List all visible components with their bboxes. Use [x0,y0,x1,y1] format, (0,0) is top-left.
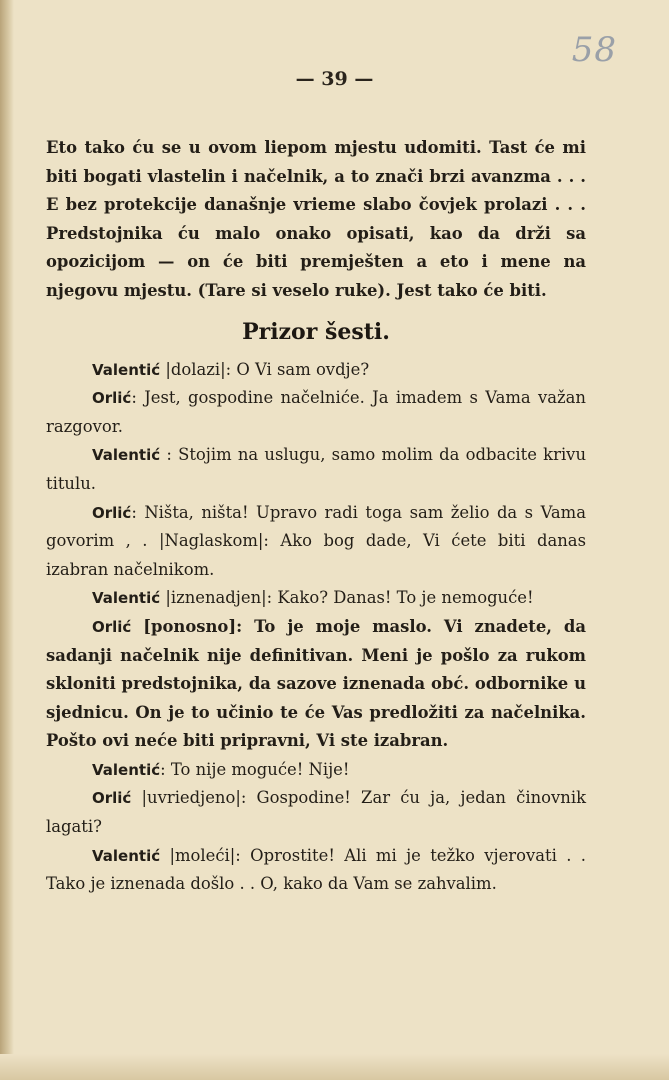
speaker-name: Valentić [92,846,161,865]
stage-direction: |dolazi| [165,359,226,379]
dialogue-line-9 [46,842,586,899]
page-spine [0,0,14,1080]
dialogue-text: : O Vi sam ovdje? [225,359,370,379]
handwritten-page-mark: 58 [571,30,617,70]
dialogue-text: : Stojim na uslugu, samo molim da odbacite krivu titulu. [46,445,586,493]
dialogue-text: : Oprostite! Ali mi je težko vjerovati . . Tako je iznenada došlo . . O, kako da Vam se zahvalim. [46,845,586,894]
stage-direction: |iznenadjen| [165,588,267,608]
dialogue-text: : To nije moguće! Nije! [160,759,350,779]
stage-direction: |moleći| [169,845,236,865]
dialogue-line-2 [46,384,586,441]
dialogue-text: : Ako bog dade, Vi ćete biti danas izabran načelnikom. [46,531,586,579]
page-bottom-edge [0,1054,669,1080]
speaker-name: Orlić [92,789,132,808]
dialogue-line-4 [46,499,586,585]
speaker-name: Valentić [92,360,161,379]
dialogue-line-3 [46,441,586,498]
dialogue-line-7 [46,756,586,785]
stage-direction: [ponosno] [143,616,237,636]
dialogue-text: : Jest, gospodine načelniće. Ja imadem s Vama važan razgovor. [46,388,586,436]
speaker-name: Orlić [92,503,132,522]
intro-paragraph: Eto tako ću se u ovom liepom mjestu udomiti. Tast će mi biti bogati vlastelin i načelnik, a to znači brzi avanzma . . . E bez protekcije današnje vrieme slabo čovjek prolazi . . . Predstojnika ću malo onako opisati, kao da drži sa opozicijom — on će biti premješten a eto i mene na njegovu mjestu. (Tare si veselo ruke). Jest tako će biti. [46,138,586,300]
dialogue-text: : Ništa, ništa! Upravo radi toga sam želio da s Vama govorim , . [46,502,586,551]
page-number: — 39 — [295,68,374,90]
stage-direction: |uvriedjeno| [141,788,241,808]
dialogue-text: : To je moje maslo. Vi znadete, da sadanji načelnik nije definitivan. Meni je pošlo za rukom skloniti predstojnika, da sazove iznenada obć. odbornike u sjednicu. On je to učinio te će Vas predložiti za načelnika. Pošto ovi neće biti pripravni, Vi ste izabran. [46,616,586,751]
speaker-name: Valentić [92,446,161,465]
speaker-name: Valentić [92,760,161,779]
speaker-name: Valentić [92,589,161,608]
dialogue-text: : Gospodine! Zar ću ja, jedan činovnik lagati? [46,788,586,837]
scene-heading: Prizor šesti. [242,318,390,345]
dialogue-line-1 [46,356,586,385]
speaker-name: Orlić [92,617,132,636]
speaker-name: Orlić [92,389,132,408]
stage-direction: |Naglaskom| [158,531,264,551]
dialogue-line-5 [46,584,586,613]
dialogue-line-6 [46,613,586,756]
page-body [46,134,586,899]
dialogue-text: : Kako? Danas! To je nemoguće! [266,588,534,608]
dialogue-line-8 [46,784,586,841]
